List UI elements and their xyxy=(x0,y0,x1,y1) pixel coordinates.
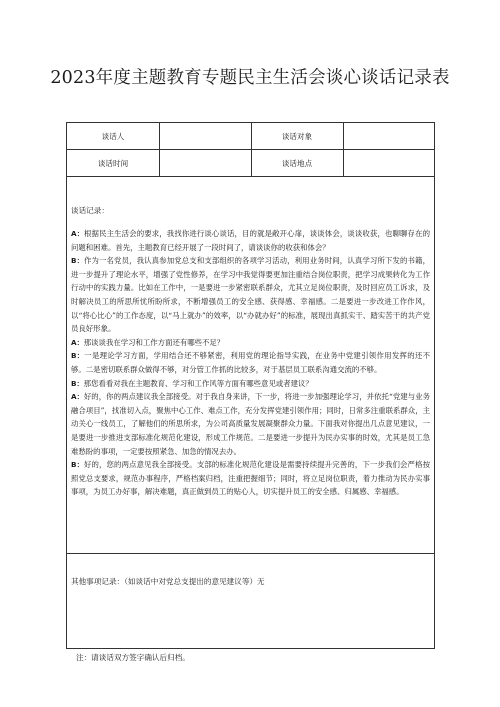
interviewee-value xyxy=(343,123,435,149)
paragraph-text: 好的，您的两点意见我全部接受。支部的标准化规范化建设是需要持续提升完善的，下一步我们会严格按照党总支要求，规范办事程序，严格档案归档，注重把握细节；同时，将立足岗位职责，着力推动为民办实事事项，为员工办好事，解决难题，真正做到员工的贴心人，切实提升员工的安全感、归属感、幸福感。 xyxy=(71,460,430,497)
record-table xyxy=(66,122,435,649)
paragraph-text: 那谈谈我在学习和工作方面还有哪些不足？ xyxy=(83,337,225,347)
conversation-record xyxy=(71,227,430,499)
speaker-tag: B： xyxy=(71,256,84,266)
record-paragraph xyxy=(71,390,430,458)
other-matters: 其他事项记录：（如谈话中对党总支提出的意见建议等）无 xyxy=(71,577,265,586)
table-row-speaker xyxy=(67,123,434,150)
location-value xyxy=(343,150,435,176)
paragraph-text: 根据民主生活会的要求，我找你进行谈心谈话，目的就是敞开心扉，谈谈体会，谈谈收获，也聊聊存在的问题和困难。首先，主题教育已经开展了一段时间了，请谈谈你的收获和体会？ xyxy=(71,229,430,252)
record-heading: 谈话记录： xyxy=(71,206,109,215)
paragraph-text: 作为一名党员，我认真参加党总支和支部组织的各项学习活动，利用业务时间，认真学习所下发的书籍，进一步提升了理论水平，增强了党性修养，在学习中我觉得要更加注重结合岗位职责，把学习成果转化为工作行动中的实践力量。比如在工作中，一是要进一步紧密联系群众，尤其立足岗位职责，及时回应员工诉求，及时解决员工的所思所忧所盼所求，不断增强员工的安全感、获得感、幸福感。二是要进一步改进工作作风，以“将心比心”的工作态度，以“马上就办”的效率，以“办就办好”的标准，展现出真抓实干、踏实苦干的共产党员良好形象。 xyxy=(71,256,430,334)
speaker-value xyxy=(159,123,251,149)
location-label: 谈话地点 xyxy=(281,158,313,168)
footnote: 注：请谈话双方签字确认后归档。 xyxy=(76,653,190,662)
paragraph-text: 一是理论学习方面，学用结合还不够紧密，利用党的理论指导实践，在业务中党建引领作用发挥的还不够。二是密切联系群众做得不够，对分管工作抓的比较多，对于基层员工联系沟通交流的不够。 xyxy=(71,351,430,374)
speaker-tag: A： xyxy=(71,229,85,238)
paragraph-text: 那您看看对我在主题教育、学习和工作风等方面有哪些意见或者建议？ xyxy=(83,378,313,388)
speaker-label: 谈话人 xyxy=(101,131,125,141)
paragraph-text: 好的，你的两点建议我全部接受。对于我自身来讲，下一步，将进一步加强理论学习，并依托“党建与业务融合项目”，找准切入点，聚焦中心工作、难点工作，充分发挥党建引领作用；同时，日常多注重联系群众，主动关心一线员工，了解他们的所思所求，为公司高质量发展凝聚群众力量。下面我对你提出几点意见建议，一是要进一步推进支部标准化规范化建设，形成工作规范。二是要进一步提升为民办实事的时效，尤其是员工急难愁盼的事项，一定要按照紧急、加急的情况去办。 xyxy=(71,392,430,456)
record-paragraph xyxy=(71,377,430,391)
speaker-tag: A： xyxy=(71,392,84,402)
time-value xyxy=(159,150,251,176)
interviewee-label: 谈话对象 xyxy=(281,131,313,141)
time-label: 谈话时间 xyxy=(97,158,129,168)
speaker-tag: B： xyxy=(71,378,84,388)
record-paragraph xyxy=(71,336,430,350)
record-paragraph xyxy=(71,254,430,336)
table-row-time xyxy=(67,150,434,177)
record-paragraph xyxy=(71,458,430,499)
document-title: 2023年度主题教育专题民主生活会谈心谈话记录表 xyxy=(50,68,450,88)
speaker-tag: B： xyxy=(71,460,84,470)
record-paragraph xyxy=(71,349,430,376)
record-paragraph xyxy=(71,227,430,254)
speaker-tag: B： xyxy=(71,351,85,361)
speaker-tag: A： xyxy=(71,337,84,347)
